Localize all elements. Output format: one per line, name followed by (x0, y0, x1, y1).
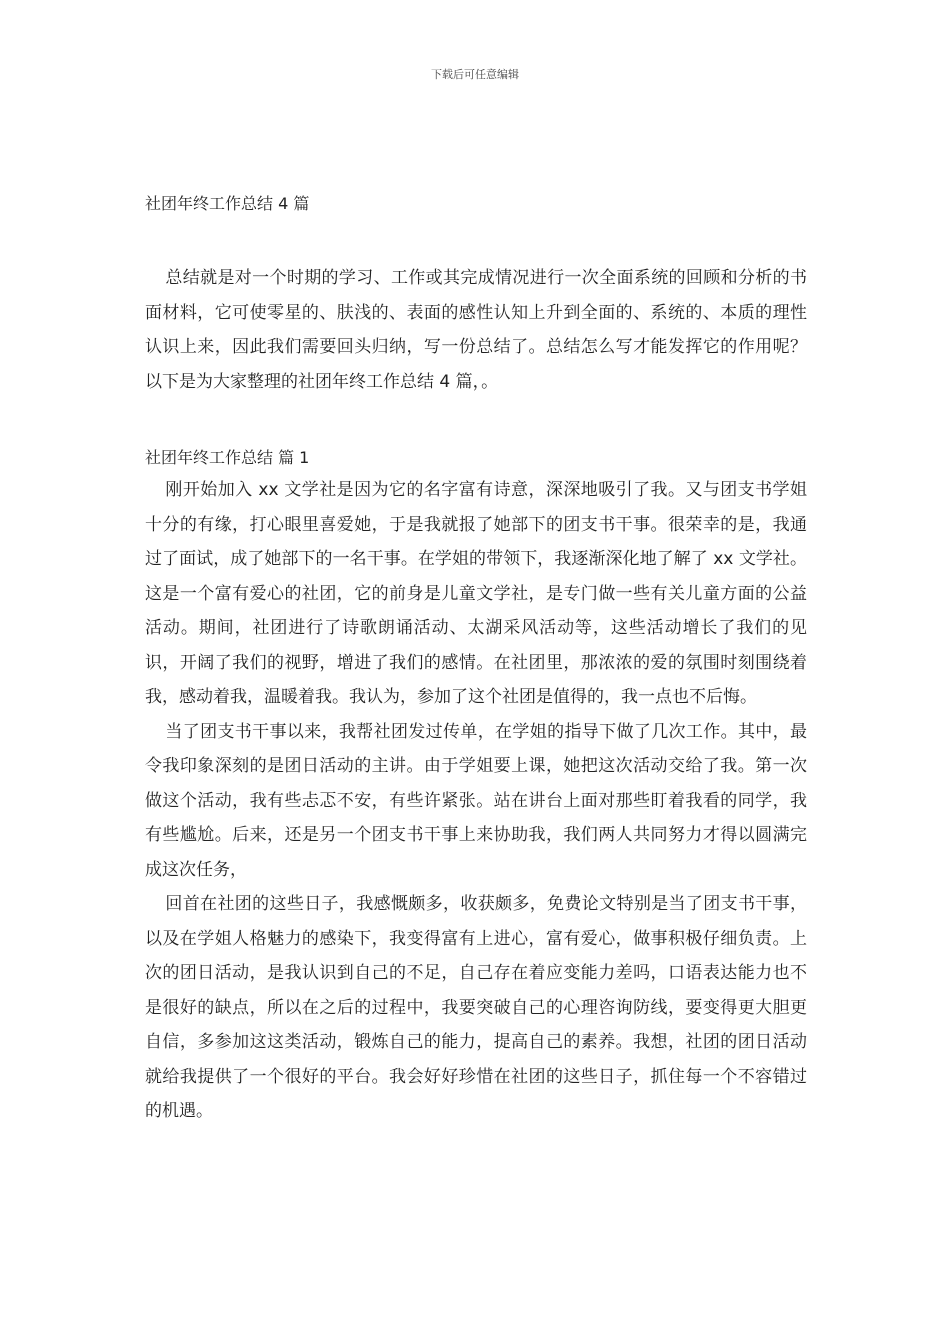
document-title: 社团年终工作总结 4 篇 (145, 194, 310, 213)
page-header-note: 下载后可任意编辑 (431, 68, 519, 81)
intro-paragraph: 总结就是对一个时期的学习、工作或其完成情况进行一次全面系统的回顾和分析的书面材料，它可使零星的、肤浅的、表面的感性认知上升到全面的、系统的、本质的理性认识上来，因此我们需要回头归纳，写一份总结了。总结怎么写才能发挥它的作用呢？以下是为大家整理的社团年终工作总结 4 篇，。 (145, 268, 807, 392)
body-paragraph: 当了团支书干事以来，我帮社团发过传单，在学姐的指导下做了几次工作。其中，最令我印象深刻的是团日活动的主讲。由于学姐要上课，她把这次活动交给了我。第一次做这个活动，我有些忐忑不安，有些许紧张。站在讲台上面对那些盯着我看的同学，我有些尴尬。后来，还是另一个团支书干事上来协助我，我们两人共同努力才得以圆满完成这次任务， (145, 721, 807, 880)
section-body (145, 473, 807, 1129)
section-title: 社团年终工作总结 篇 1 (145, 448, 310, 467)
body-paragraph: 刚开始加入 xx 文学社是因为它的名字富有诗意，深深地吸引了我。又与团支书学姐十分的有缘，打心眼里喜爱她，于是我就报了她部下的团支书干事。很荣幸的是，我通过了面试，成了她部下的一名干事。在学姐的带领下，我逐渐深化地了解了 xx 文学社。这是一个富有爱心的社团，它的前身是儿童文学社，是专门做一些有关儿童方面的公益活动。期间，社团进行了诗歌朗诵活动、太湖采风活动等，这些活动增长了我们的见识，开阔了我们的视野，增进了我们的感情。在社团里，那浓浓的爱的氛围时刻围绕着我，感动着我，温暖着我。我认为，参加了这个社团是值得的，我一点也不后悔。 (145, 480, 807, 707)
body-paragraph: 回首在社团的这些日子，我感慨颇多，收获颇多，免费论文特别是当了团支书干事，以及在学姐人格魅力的感染下，我变得富有上进心，富有爱心，做事积极仔细负责。上次的团日活动，是我认识到自己的不足，自己存在着应变能力差吗，口语表达能力也不是很好的缺点，所以在之后的过程中，我要突破自己的心理咨询防线，要变得更大胆更自信，多参加这这类活动，锻炼自己的能力，提高自己的素养。我想，社团的团日活动就给我提供了一个很好的平台。我会好好珍惜在社团的这些日子，抓住每一个不容错过的机遇。 (145, 894, 807, 1121)
